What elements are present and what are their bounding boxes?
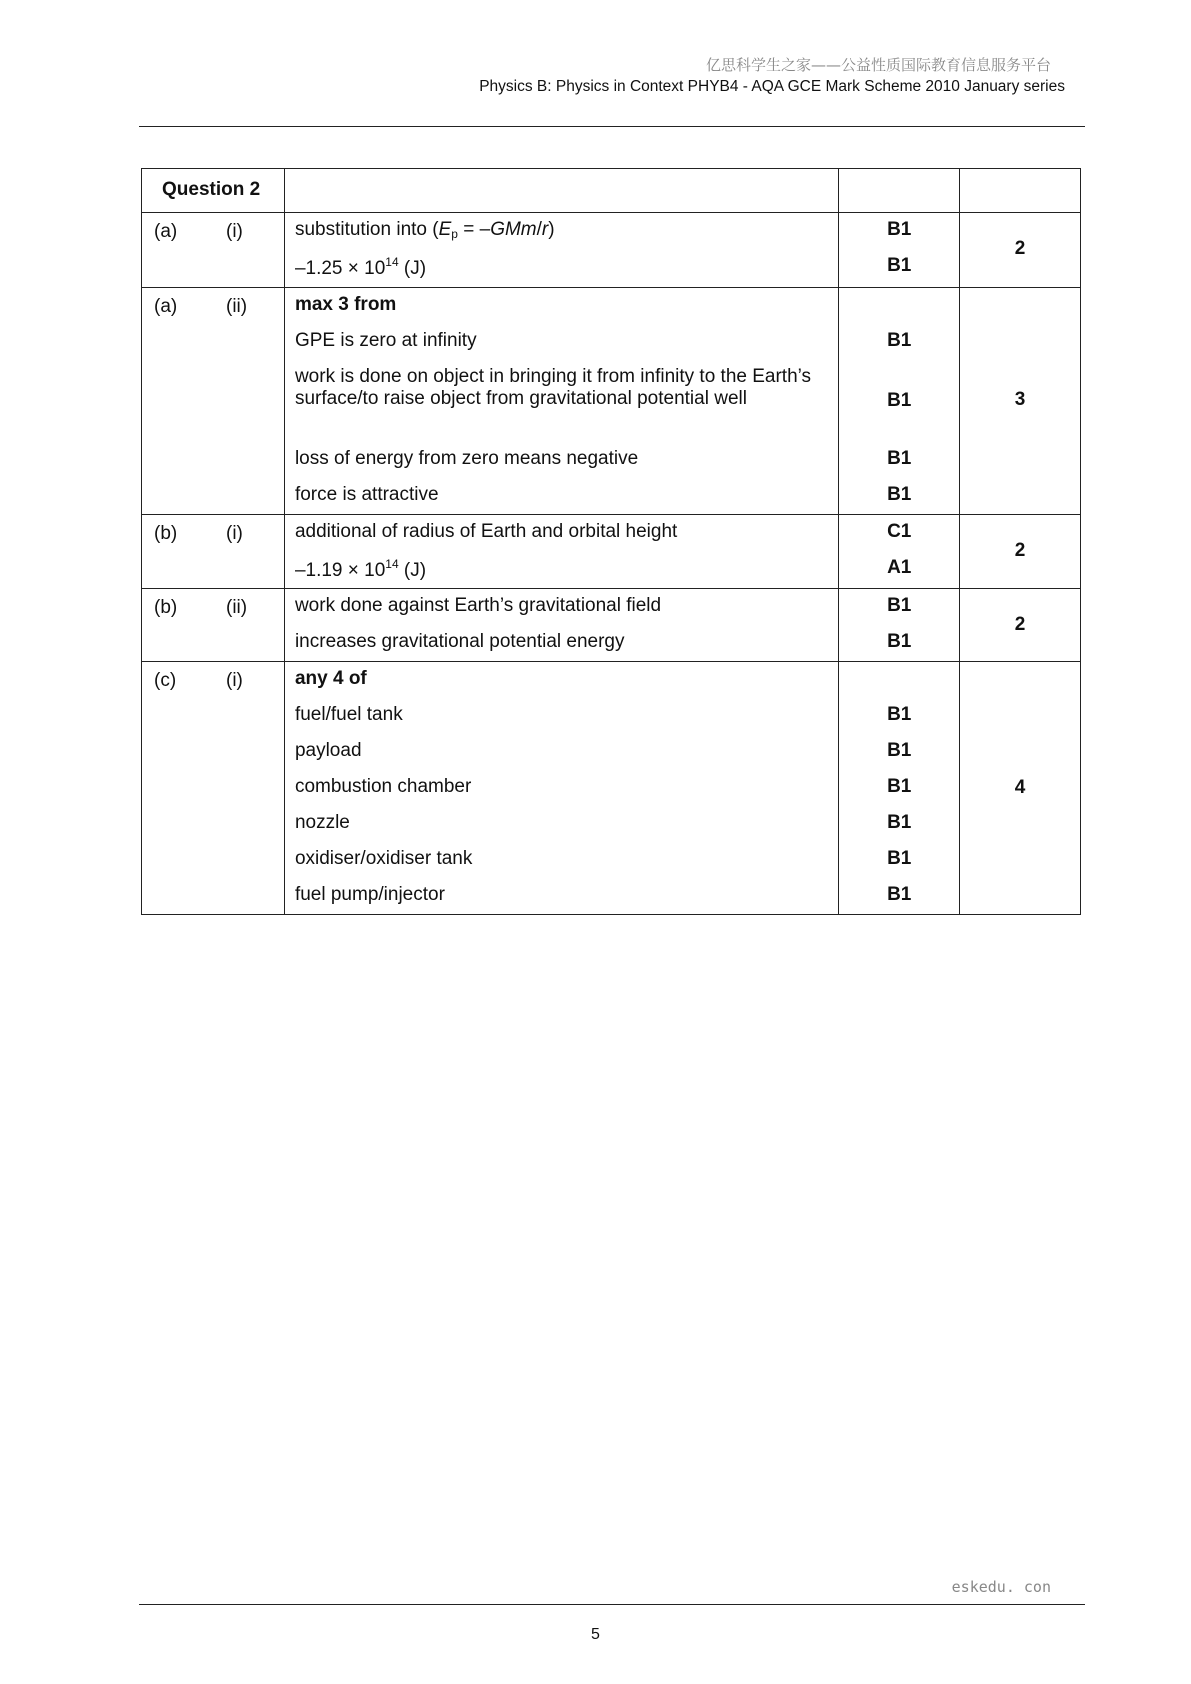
- table-row: [142, 589, 1081, 662]
- mark: B1: [887, 447, 912, 469]
- total-mark: 2: [960, 589, 1081, 662]
- mark-scheme-table: [141, 168, 1081, 915]
- marks-cell: [839, 212, 960, 287]
- table-row: [142, 287, 1081, 514]
- header-empty-cell: [960, 169, 1081, 213]
- answer-heading: any 4 of: [294, 668, 367, 690]
- mark: B1: [887, 740, 912, 762]
- marks-cell: [839, 662, 960, 915]
- mark: B1: [887, 704, 912, 726]
- answer-line: combustion chamber: [294, 776, 472, 798]
- mark: B1: [887, 776, 912, 798]
- answer-cell: [284, 589, 838, 662]
- part-label: (a) (ii): [142, 287, 285, 514]
- mark: C1: [887, 520, 912, 542]
- answer-line: fuel/fuel tank: [294, 704, 403, 726]
- answer-cell: [284, 514, 838, 589]
- total-mark: 3: [960, 287, 1081, 514]
- answer-line: increases gravitational potential energy: [294, 631, 625, 653]
- answer-line: nozzle: [294, 812, 350, 834]
- part-label: (b) (i): [142, 514, 285, 589]
- answer-line: work is done on object in bringing it from infinity to the Earth’s surface/to raise object from gravitational potential well: [294, 365, 812, 410]
- mark: B1: [887, 254, 912, 276]
- mark: B1: [887, 812, 912, 834]
- answer-line: $-1.25 \times 10^{14}$ (J): [294, 254, 427, 279]
- question-title: Question 2: [142, 169, 285, 213]
- header-empty-cell: [839, 169, 960, 213]
- mark: B1: [887, 884, 912, 906]
- total-mark: 4: [960, 662, 1081, 915]
- header-title: Physics B: Physics in Context PHYB4 - AQA GCE Mark Scheme 2010 January series: [479, 78, 1065, 95]
- marks-cell: [839, 589, 960, 662]
- answer-cell: [284, 212, 838, 287]
- marks-cell: [839, 287, 960, 514]
- table-row: [142, 514, 1081, 589]
- mark: B1: [887, 848, 912, 870]
- mark: B1: [887, 595, 912, 617]
- mark: A1: [887, 556, 912, 578]
- part-label: (a) (i): [142, 212, 285, 287]
- table-header-row: [142, 169, 1081, 213]
- header-empty-cell: [284, 169, 838, 213]
- footer-site-text: eskedu. con: [951, 1578, 1051, 1596]
- header-rule: [139, 126, 1085, 127]
- answer-line: fuel pump/injector: [294, 884, 445, 906]
- answer-heading: max 3 from: [294, 293, 397, 315]
- answer-line: work done against Earth’s gravitational field: [294, 595, 662, 617]
- answer-line: substitution into $(E_p = -GMm/r)$: [294, 218, 555, 241]
- answer-line: payload: [294, 740, 362, 762]
- part-label: (b) (ii): [142, 589, 285, 662]
- page-number: 5: [591, 1626, 600, 1643]
- answer-line: GPE is zero at infinity: [294, 329, 477, 351]
- answer-cell: [284, 662, 838, 915]
- answer-line: additional of radius of Earth and orbital height: [294, 520, 678, 542]
- answer-line: oxidiser/oxidiser tank: [294, 848, 473, 870]
- total-mark: 2: [960, 514, 1081, 589]
- mark: B1: [887, 389, 912, 411]
- marks-cell: [839, 514, 960, 589]
- footer-rule: [139, 1604, 1085, 1605]
- mark: B1: [887, 329, 912, 351]
- answer-line: $-1.19 \times 10^{14}$ (J): [294, 556, 427, 581]
- table-row: [142, 662, 1081, 915]
- mark: B1: [887, 483, 912, 505]
- part-label: (c) (i): [142, 662, 285, 915]
- header-cn-text: 亿思科学生之家——公益性质国际教育信息服务平台: [705, 56, 1051, 74]
- answer-cell: [284, 287, 838, 514]
- mark: B1: [887, 218, 912, 240]
- answer-line: force is attractive: [294, 483, 439, 505]
- mark-spacer: [839, 662, 959, 698]
- total-mark: 2: [960, 212, 1081, 287]
- answer-line: loss of energy from zero means negative: [294, 447, 639, 469]
- table-row: [142, 212, 1081, 287]
- mark: B1: [887, 631, 912, 653]
- mark-spacer: [839, 288, 959, 324]
